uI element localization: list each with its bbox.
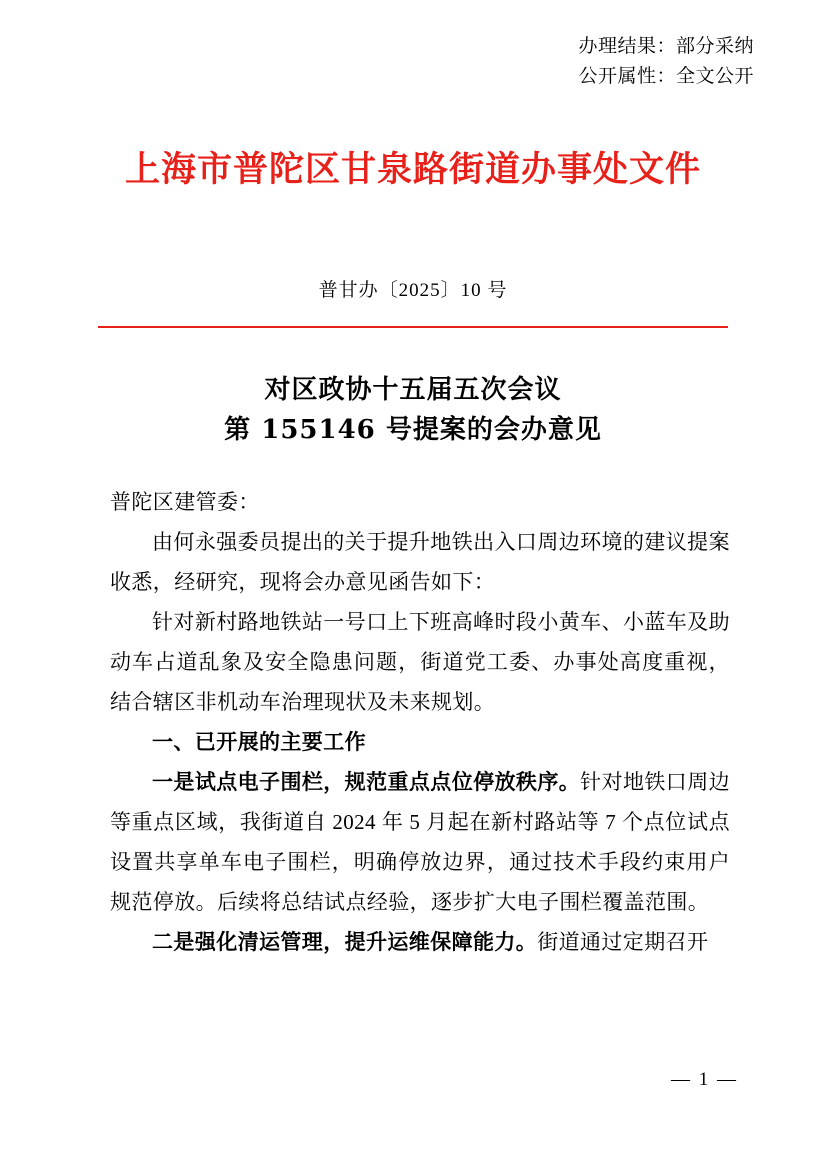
document-number: 普甘办〔2025〕10 号 — [318, 280, 508, 301]
body-item-1 — [110, 762, 730, 922]
item-2-text: 街道通过定期召开 — [537, 930, 709, 954]
document-title-red: 上海市普陀区甘泉路街道办事处文件 — [124, 150, 701, 190]
document-meta — [578, 32, 754, 92]
body-paragraph-1: 由何永强委员提出的关于提升地铁出入口周边环境的建议提案收悉，经研究，现将会办意见函告如下： — [110, 530, 730, 594]
body-paragraph-2: 针对新村路地铁站一号口上下班高峰时段小黄车、小蓝车及助动车占道乱象及安全隐患问题，街道党工委、办事处高度重视，结合辖区非机动车治理现状及未来规划。 — [110, 610, 730, 714]
page-number: — 1 — — [671, 1069, 738, 1090]
subject-line-2: 第 155146 号提案的会办意见 — [224, 415, 602, 445]
item-2-lead: 二是强化清运管理，提升运维保障能力。 — [152, 930, 538, 954]
meta-disclosure-attribute: 公开属性：全文公开 — [578, 66, 754, 87]
meta-handling-result: 办理结果：部分采纳 — [578, 36, 754, 57]
document-subject — [0, 370, 826, 450]
salutation: 普陀区建管委： — [110, 490, 260, 514]
item-1-lead: 一是试点电子围栏，规范重点点位停放秩序。 — [152, 770, 581, 794]
subject-line-1: 对区政协十五届五次会议 — [264, 375, 562, 405]
item-1-text: 针对地铁口周边等重点区域，我街道自 2024 年 5 月起在新村路站等 7 个点位试点设置共享单车电子围栏，明确停放边界，通过技术手段约束用户规范停放。后续将总结试点经验，逐步扩大电子围栏覆盖范围。 — [110, 770, 730, 914]
document-body — [110, 482, 730, 962]
body-item-2 — [110, 922, 730, 962]
section-heading-1: 一、已开展的主要工作 — [152, 730, 366, 754]
red-divider-rule — [98, 326, 728, 328]
